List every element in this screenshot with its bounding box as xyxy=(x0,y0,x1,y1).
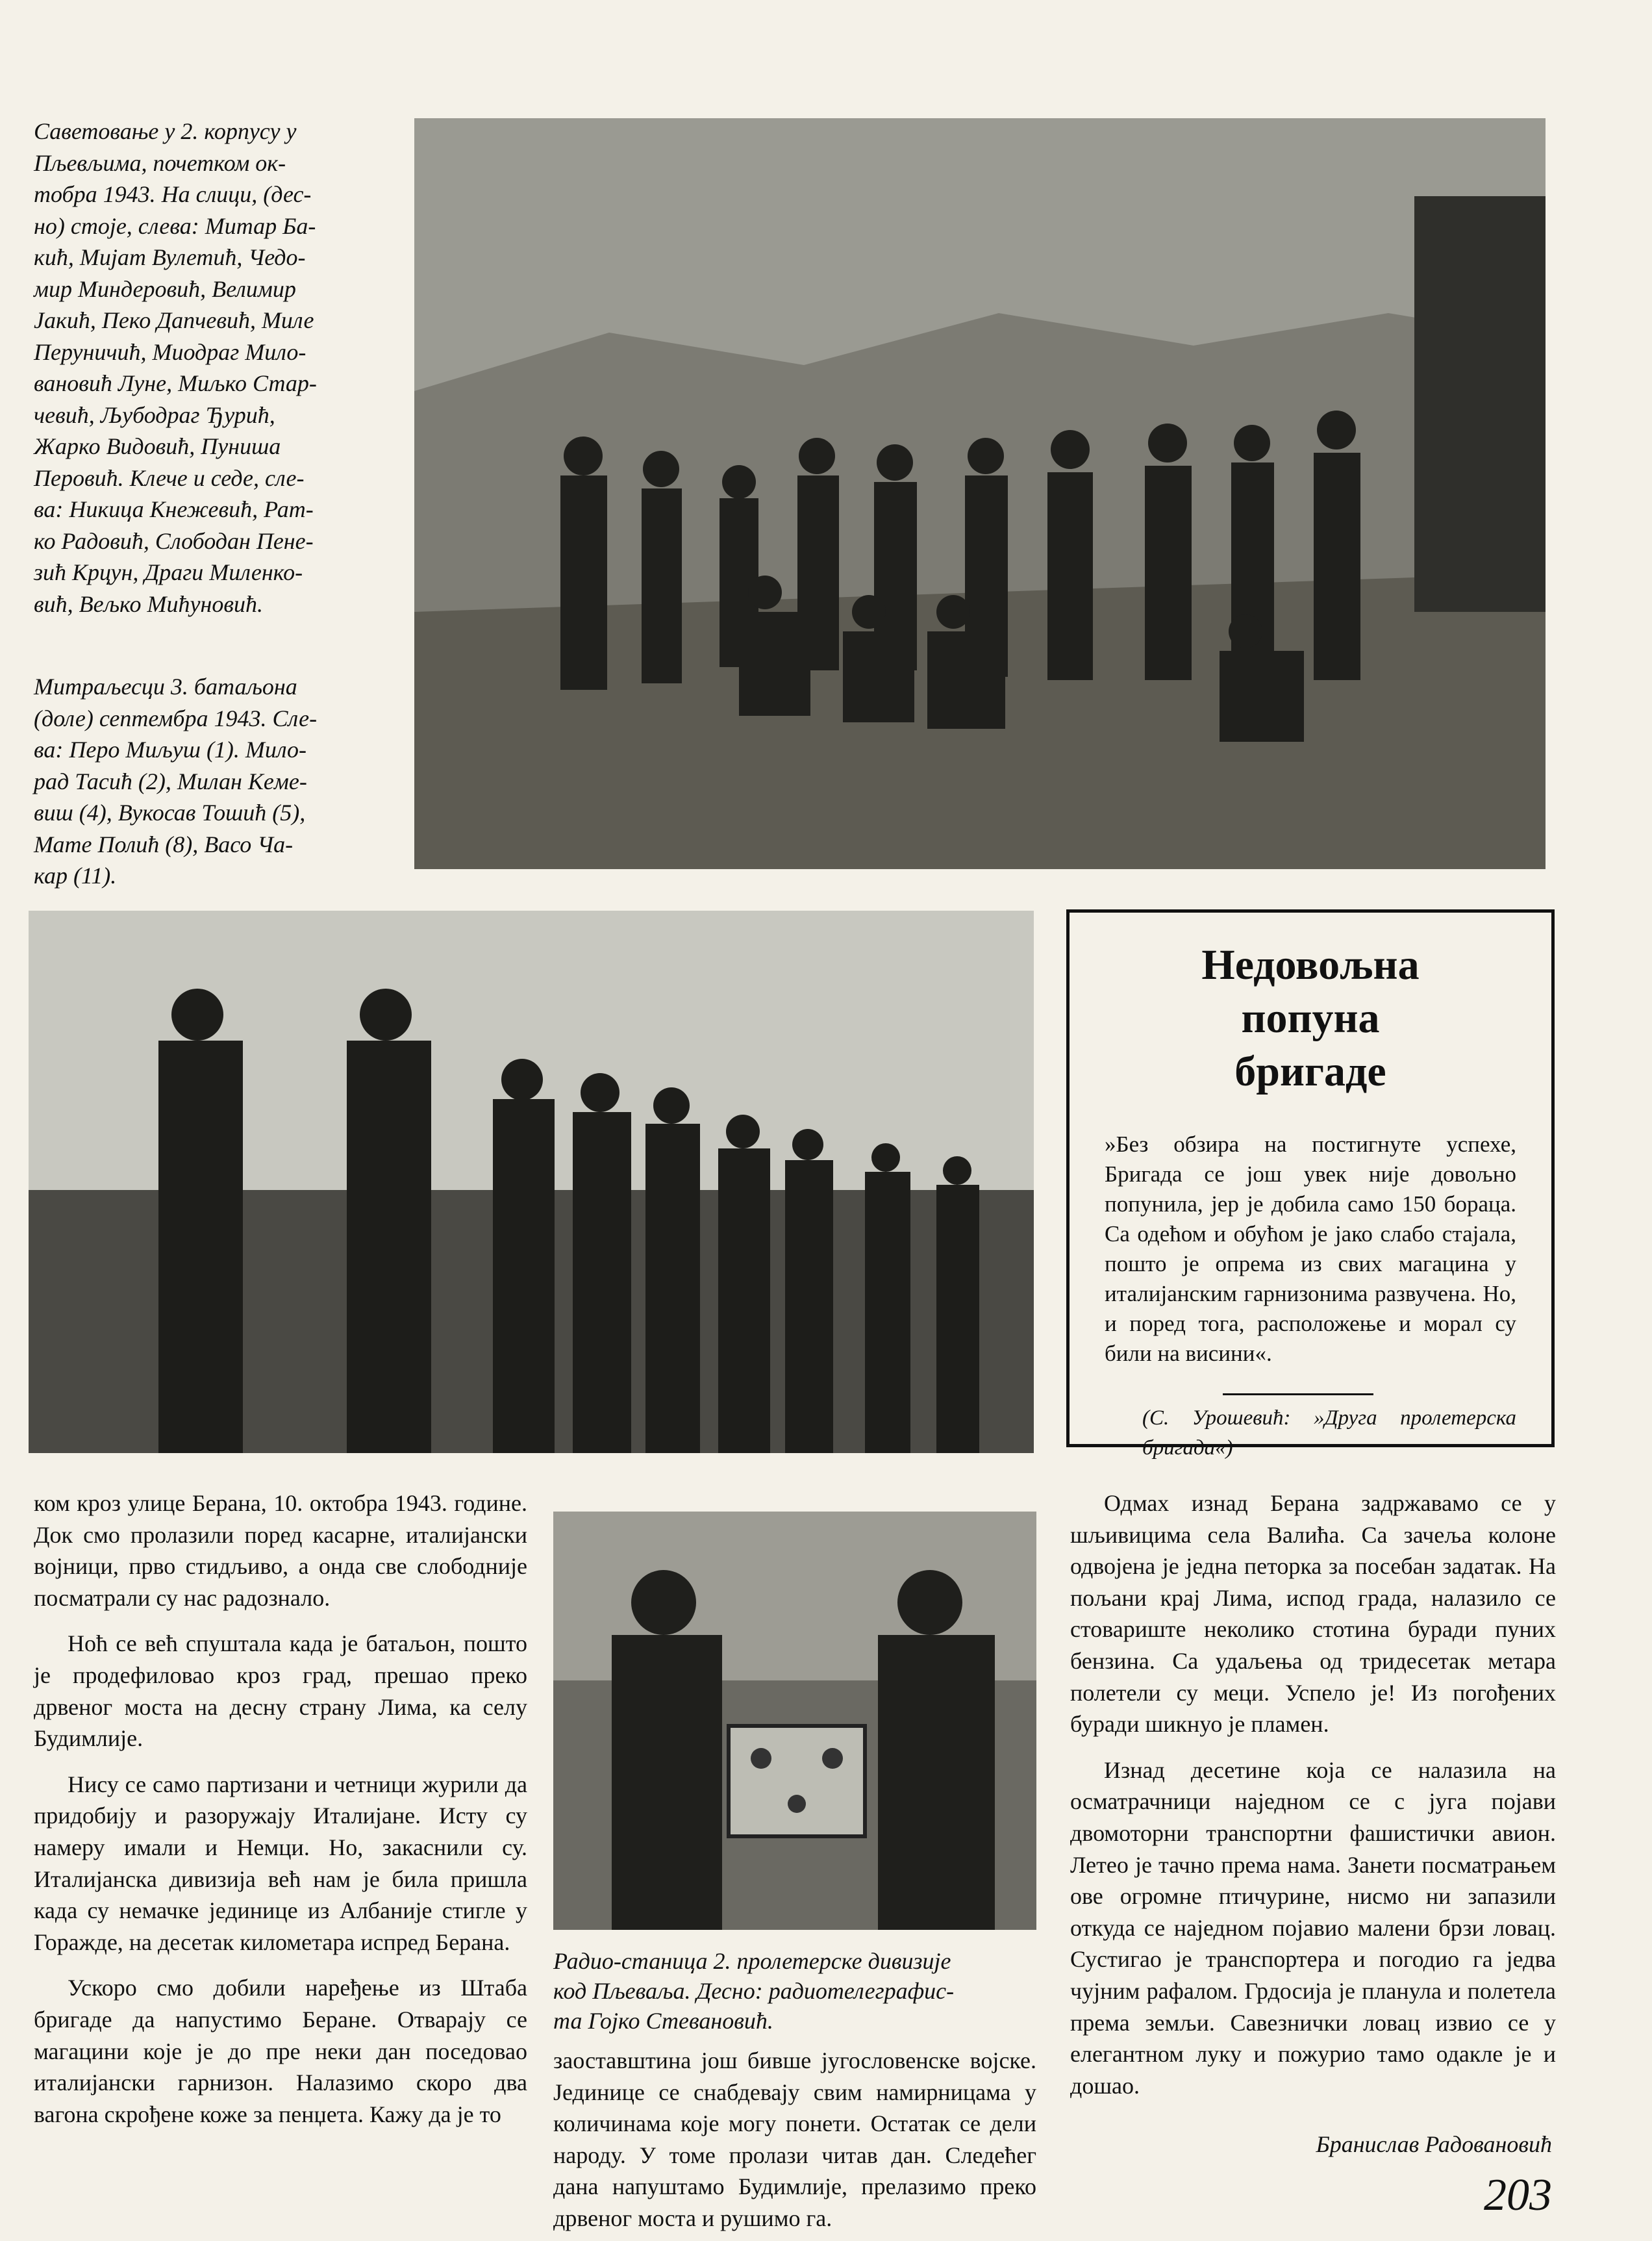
caption-line: Жарко Видовић, Пуниша xyxy=(34,433,281,459)
caption-line: тобра 1943. На слици, (дес- xyxy=(34,181,312,207)
sidebar-source: (С. Урошевић: »Друга пролетерска бригада«) xyxy=(1142,1406,1516,1460)
caption-line: ва: Перо Миљуш (1). Мило- xyxy=(34,737,307,763)
article-column-left xyxy=(34,1488,527,2130)
caption-line: код Пљеваља. Десно: радиотелеграфис- xyxy=(553,1978,955,2004)
caption-line: рад Тасић (2), Милан Keме- xyxy=(34,768,307,794)
photo-council-group xyxy=(414,118,1546,869)
caption-line: Пљевљима, почетком ок- xyxy=(34,149,286,176)
sidebar-title-line: Недовољна xyxy=(1201,941,1420,989)
caption-line: чевић, Љубодраг Ђурић, xyxy=(34,401,275,428)
paragraph: Изнад десетине која се налазила на осматрачници наједном се с југа појави двомоторни транспортни фашистички авион. Летео је тачно према нама. Занети посматрањем ове огромне птичурине, нисмо ни запазили откуда се наједном појавио мaлени брзи ловац. Сустигао је транспортера и погодио га једва чујним рафалом. Грдосија је планула и полетела према земљи. Савезнички ловац извио се у елегантном луку и пожурио тамо одакле је и дошао. xyxy=(1070,1756,1556,2099)
caption-line: Саветовање у 2. корпусу у xyxy=(34,118,297,144)
paragraph: Ускоро смо добили наређење из Штаба бригаде да напустимо Беране. Отварају се магацини које је до пре неки дан поседовао италијански гарнизон. Налазимо скоро два вагона скрођене коже за пенџета. Кажу да је то xyxy=(34,1975,527,2127)
article-column-middle xyxy=(553,2045,1036,2235)
caption-line: кар (11). xyxy=(34,863,117,889)
caption-line: ко Радовић, Слободан Пене- xyxy=(34,527,314,554)
photo-radio-station xyxy=(553,1512,1036,1930)
caption-line: Мате Полић (8), Васо Ча- xyxy=(34,831,294,857)
caption-line: Перовић. Клече и седе, сле- xyxy=(34,464,305,491)
caption-line: ва: Никица Кнежевић, Рат- xyxy=(34,496,314,522)
caption-radio-station xyxy=(553,1946,1036,2036)
sidebar-box xyxy=(1066,909,1555,1460)
article-author: Бранислав Радовановић xyxy=(1316,2131,1552,2157)
caption-line: Перуничић, Миодраг Мило- xyxy=(34,338,307,365)
caption-line: Митраљесци 3. батаљона xyxy=(34,674,297,700)
sidebar-title-line: бригаде xyxy=(1234,1048,1386,1095)
caption-machine-gunners xyxy=(34,671,378,892)
paragraph: заоставштина још бивше југословенске војске. Јединице се снабдевају свим намирницама у количинама које могу понети. Остатак се дели народу. У томе пролази читав дан. Следећег дана напуштамо Будимлије, прелазимо преко дрвеног моста и рушимо га. xyxy=(553,2047,1036,2231)
sidebar-divider xyxy=(1223,1393,1373,1395)
caption-line: Радио-станица 2. пролетерске дивизије xyxy=(553,1948,951,1974)
caption-line: (доле) септембра 1943. Сле- xyxy=(34,705,318,731)
photo-machine-gunners xyxy=(29,911,1034,1453)
caption-line: та Гојко Стевановић. xyxy=(553,2008,773,2034)
caption-line: но) стоје, слева: Митар Ба- xyxy=(34,212,316,239)
paragraph: Нису се само партизани и четници журили да придобију и разоружају Италијане. Исту су намеру имали и Немци. Но, закаснили су. Италијанска дивизија већ нам је била пришла када су немачке јединице из Албаније стигле у Горажде, на десетак километара испред Берана. xyxy=(34,1771,527,1955)
caption-line: вић, Вељко Мићуновић. xyxy=(34,590,263,617)
paragraph: Одмах изнад Берана задржавамо се у шљивицима села Валића. Са зачеља колоне одвојена је једна петорка за посебан задатак. На пољани крај Лима, испод града, налазило се стовариште неколико стотина буради пуних бензина. Са удаљења од тридесетак метара полетели су мeци. Успело је! Из погођених буради шикнуо је пламен. xyxy=(1070,1490,1556,1738)
caption-council xyxy=(34,116,378,620)
paragraph: ком кроз улице Берана, 10. октобра 1943. године. Док смо пролазили поред касарне, италијански војници, прво стидљиво, а онда све слободније посматрали су нас радознало. xyxy=(34,1490,527,1611)
sidebar-title xyxy=(1070,939,1551,1098)
page-number: 203 xyxy=(1484,2170,1552,2220)
sidebar-quote: »Без обзира на постигнуте успехе, Бригада се још увек није довољно попунила, јер је добила само 150 бораца. Са одећом и обућом је јако слабо стајала, пошто је опрема из свих магацина у италијанским гарнизонима развучена. Но, и поред тога, расположење и морал су били на висини«. xyxy=(1105,1132,1516,1366)
article-column-right xyxy=(1070,1488,1556,2101)
sidebar-title-line: попуна xyxy=(1241,994,1380,1042)
paragraph: Ноћ се већ спуштала када је батаљон, пошто је продефиловао кроз град, прешао преко дрвеног моста на десну страну Лима, ка селу Будимлије. xyxy=(34,1630,527,1752)
caption-line: виш (4), Вукосав Тошић (5), xyxy=(34,800,306,826)
caption-line: зић Крцун, Драги Миленко- xyxy=(34,559,303,585)
caption-line: вановић Луне, Миљко Стар- xyxy=(34,370,317,396)
caption-line: мир Миндеровић, Велимир xyxy=(34,275,296,302)
caption-line: Јакић, Пеко Дапчевић, Миле xyxy=(34,307,314,333)
caption-line: кић, Мијат Вулетић, Чедо- xyxy=(34,244,306,270)
